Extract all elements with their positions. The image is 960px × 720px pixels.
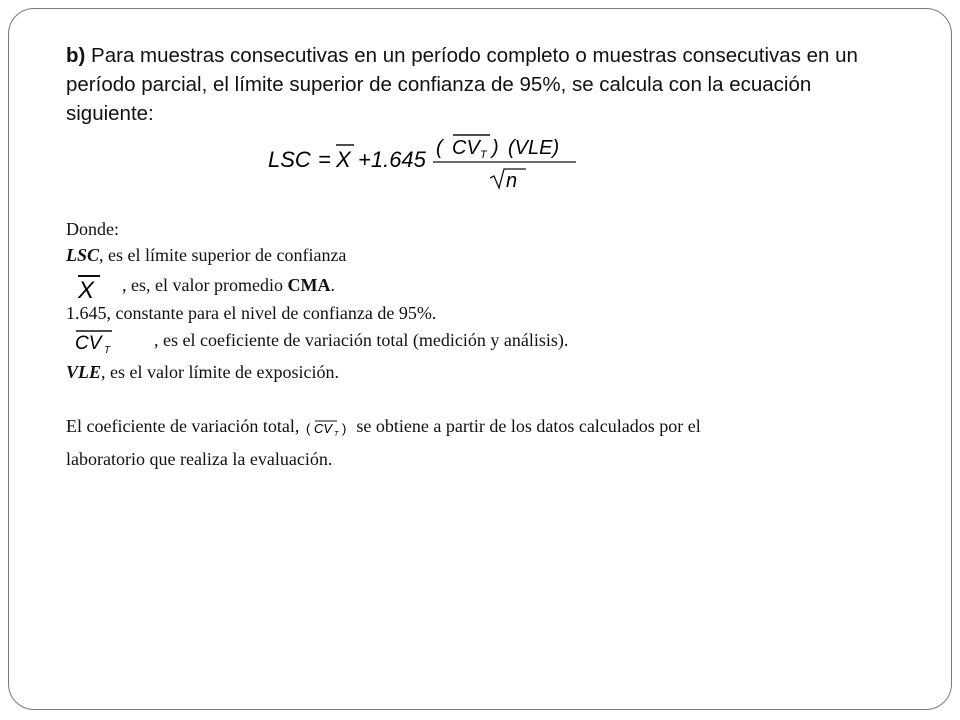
svg-text:X: X [78,277,95,302]
vle-term: VLE [66,362,102,382]
cv-symbol [66,328,154,356]
svg-text:CV: CV [75,333,102,354]
formula-xbar: X [336,147,351,172]
svg-text:T: T [333,430,339,438]
lsc-desc: , es el límite superior de confianza [99,245,347,265]
intro-text: Para muestras consecutivas en un período completo o muestras consecutivas en un período parcial, el límite superior de confianza de 95%, se calcula con la ecuación siguiente: [66,44,858,125]
formula-cv-sub: T [480,149,487,161]
formula-equals: = [318,147,331,172]
x-desc: , es, el valor promedio [122,275,288,296]
svg-text:T: T [104,345,111,356]
intro-bold-label: b) [66,44,86,67]
formula-vle: (VLE) [508,137,560,159]
def-xbar [66,272,335,302]
cv-desc: , es el coeficiente de variación total (medición y análisis). [154,330,569,351]
def-lsc [66,245,346,266]
formula-n: n [506,170,518,192]
x-end: . [330,275,335,296]
svg-text:): ) [492,137,499,159]
svg-text:): ) [341,420,347,436]
formula-lhs: LSC [268,147,311,172]
closing-text-b: se obtiene a partir de los datos calculados por el [351,416,701,436]
def-constant: 1.645, constante para el nivel de confianza de 95%. [66,303,437,323]
vle-desc: , es el valor límite de exposición. [101,362,339,382]
x-bold: CMA [287,275,331,296]
closing-text-a: El coeficiente de variación total, [66,416,304,436]
svg-text:(: ( [436,137,443,159]
closing-line-1 [66,416,701,439]
lsc-term: LSC [66,245,100,265]
def-vle [66,362,339,383]
cv-inline-symbol [304,417,352,439]
formula-plus-const: +1.645 [358,147,426,172]
def-cv [66,328,568,356]
svg-text:CV: CV [313,420,332,436]
xbar-symbol [66,272,122,302]
closing-line-2: laboratorio que realiza la evaluación. [66,449,333,469]
formula-cv: CV [452,137,480,159]
intro-paragraph [66,41,896,128]
donde-label: Donde: [66,219,119,239]
lsc-formula [268,134,588,196]
svg-text:(: ( [305,420,311,436]
